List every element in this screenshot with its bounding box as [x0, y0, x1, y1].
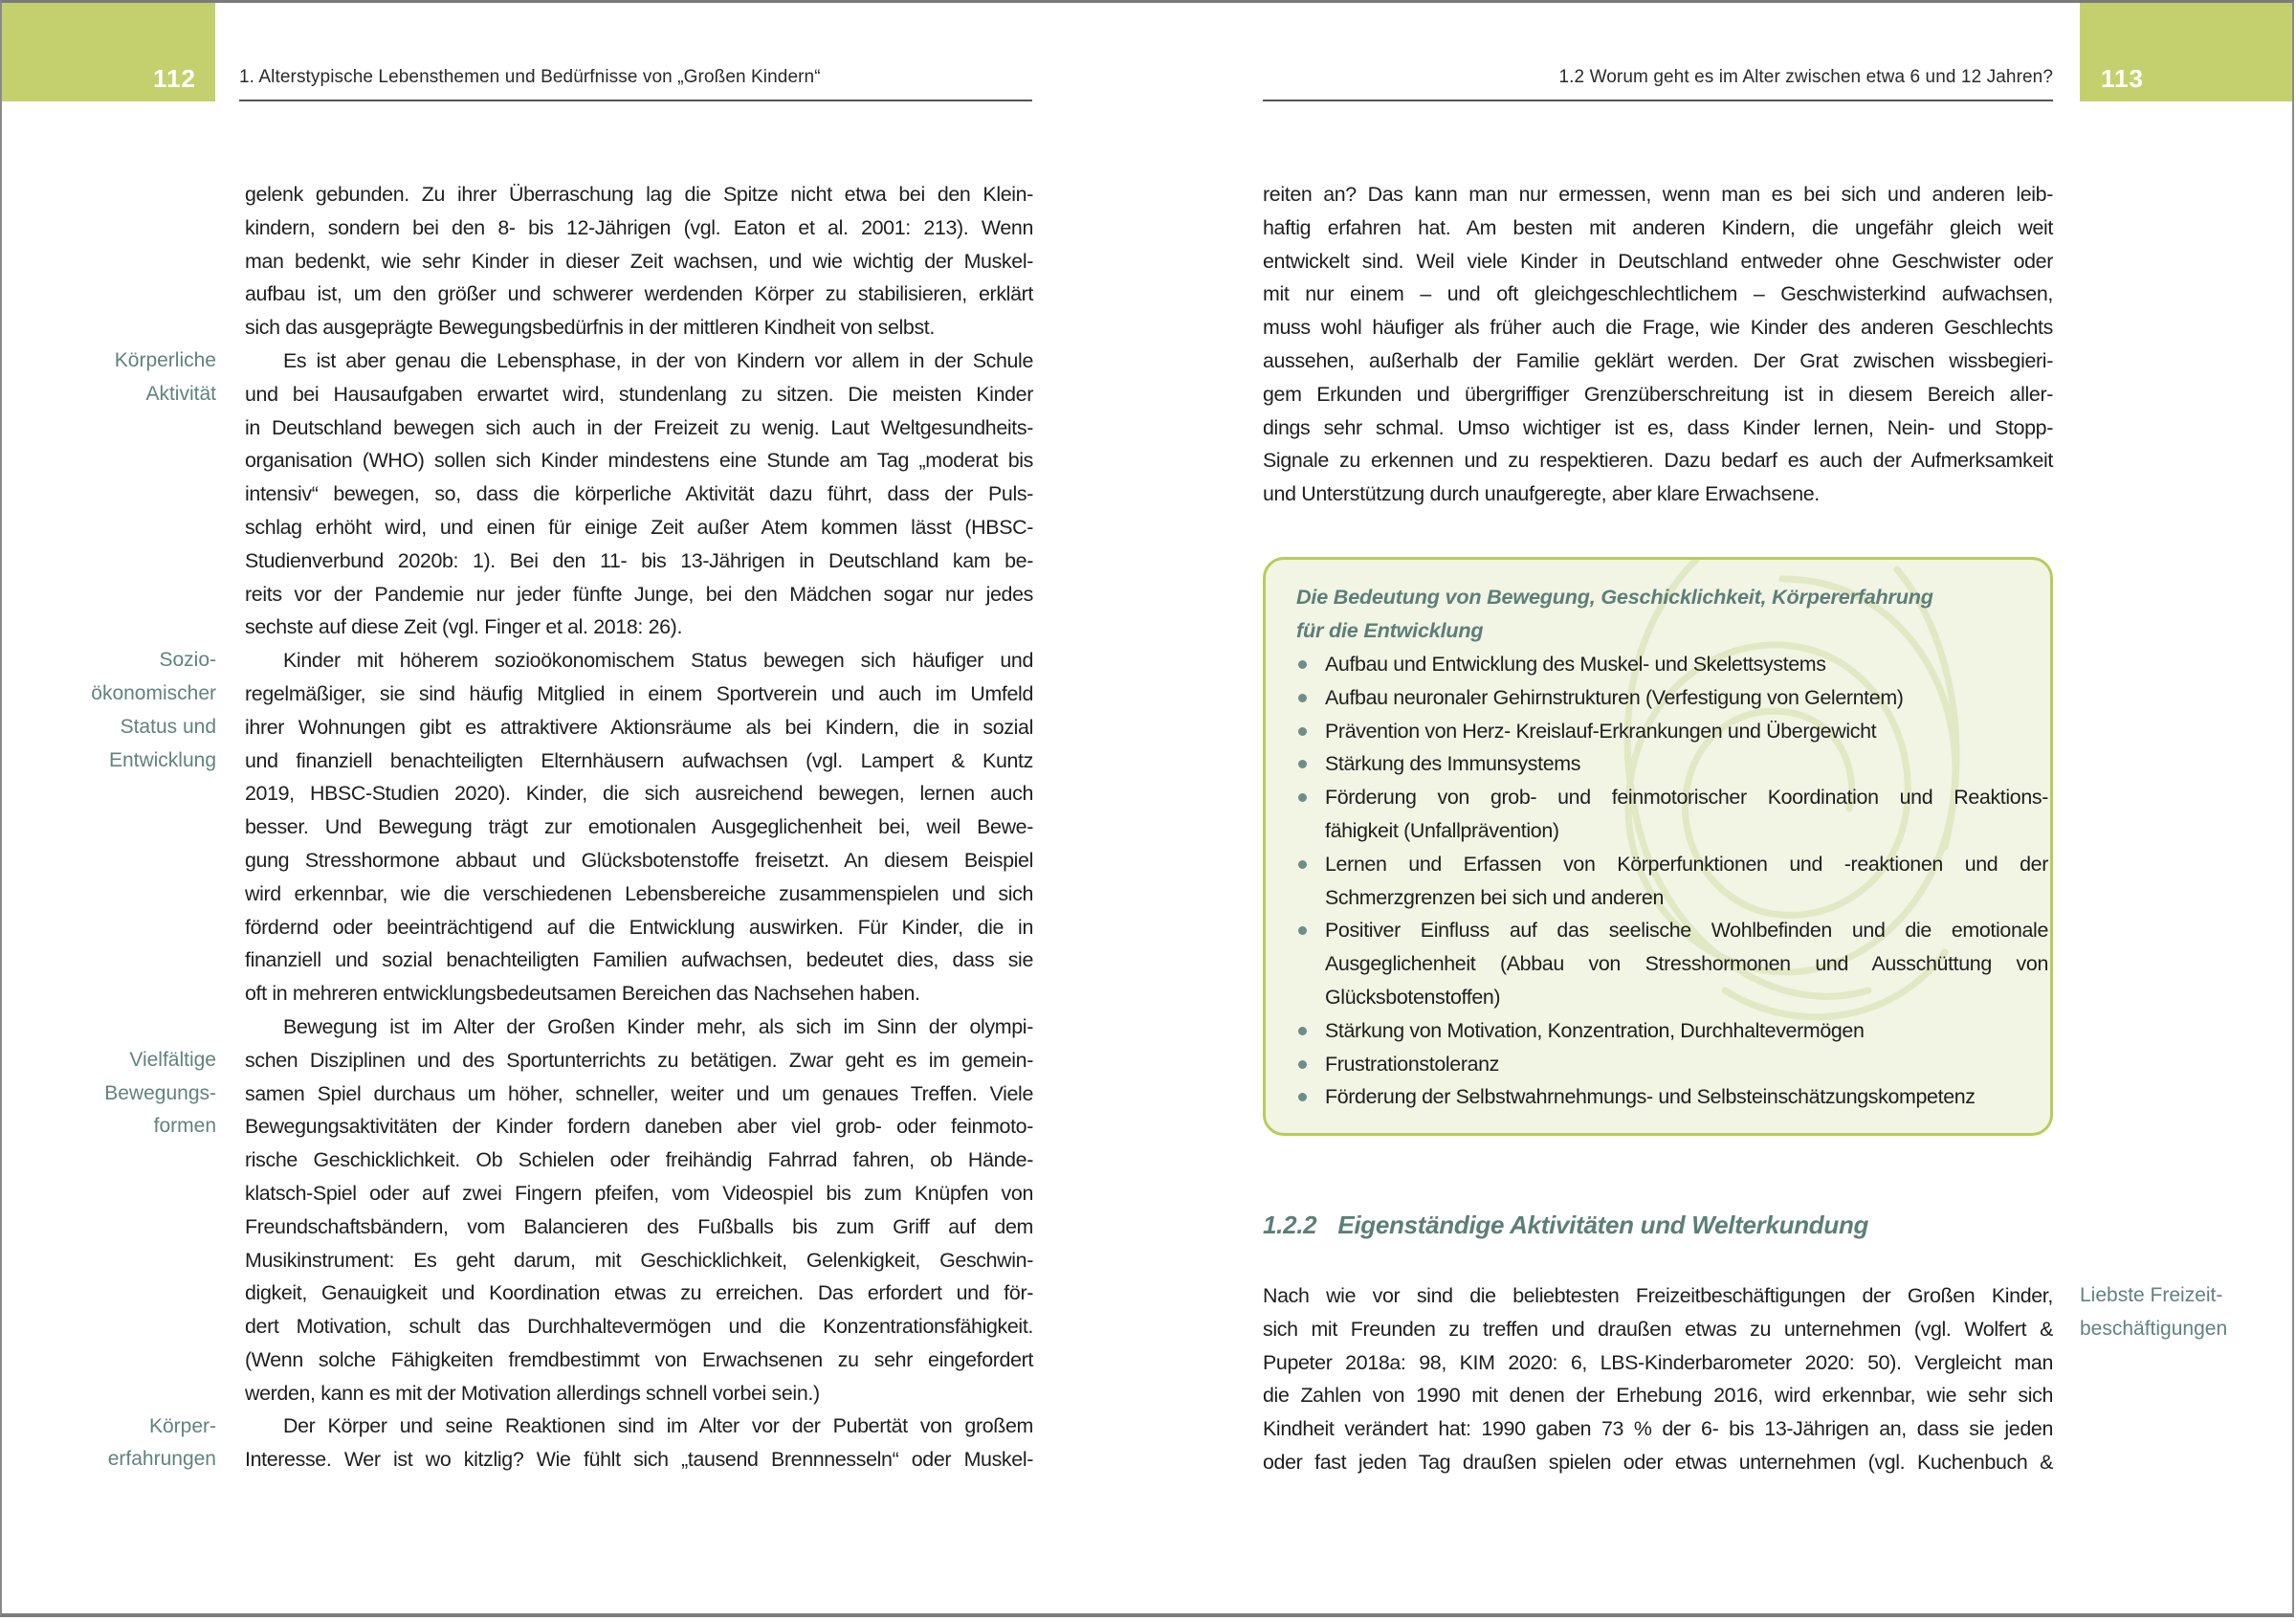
bullet-icon [1298, 760, 1307, 768]
info-box-title-line: Die Bedeutung von Bewegung, Geschicklichkeit, Körpererfahrung [1296, 585, 1933, 609]
section-number: 1.2.2 [1263, 1210, 1317, 1239]
text-line: und finanziell benachteiligten Elternhäusern aufwachsen (vgl. Lampert & Kuntz [245, 748, 1033, 772]
text-line: wird erkennbar, wie die verschiedenen Lebensbereiche zusammenspielen und sich [245, 881, 1033, 905]
text-line: ihrer Wohnungen gibt es attraktivere Aktionsräume als bei Kindern, die in sozial [245, 715, 1033, 739]
margin-note-line: Körperliche [114, 349, 216, 371]
right-page-body [1263, 178, 2053, 511]
margin-note-line: Status und [120, 715, 216, 738]
text-line: samen Spiel durchaus um höher, schneller, weiter und um genaues Treffen. Viele [245, 1081, 1033, 1105]
text-line: man bedenkt, wie sehr Kinder in dieser Zeit wachsen, und wie wichtig der Muskel- [245, 249, 1033, 273]
text-line: schen Disziplinen und des Sportunterrichts zu betätigen. Zwar geht es im gemein- [245, 1048, 1033, 1072]
text-line: sich mit Freunden zu treffen und draußen etwas zu unternehmen (vgl. Wolfert & [1263, 1317, 2053, 1341]
text-line: Bewegungsaktivitäten der Kinder fordern daneben aber viel grob- oder feinmoto- [245, 1115, 1033, 1139]
margin-note-line: beschäftigungen [2080, 1317, 2228, 1340]
text-line: entwickelt sind. Weil viele Kinder in Deutschland entweder ohne Geschwister oder [1263, 249, 2053, 273]
text-line: besser. Und Bewegung trägt zur emotionalen Ausgeglichenheit bei, weil Bewe- [245, 815, 1033, 839]
text-line: werden, kann es mit der Motivation allerdings schnell vorbei sein.) [245, 1381, 820, 1405]
list-item [1296, 781, 2048, 848]
text-line: schlag erhöht wird, und einen für einige Zeit außer Atem kommen lässt (HBSC- [245, 515, 1033, 539]
bullet-icon [1298, 694, 1307, 702]
list-item-line: Prävention von Herz- Kreislauf-Erkrankungen und Übergewicht [1325, 719, 1877, 743]
text-line: Kinder mit höherem sozioökonomischem Status bewegen sich häufiger und [283, 649, 1033, 673]
text-line: haftig erfahren hat. Am besten mit anderen Kindern, die ungefähr gleich weit [1263, 215, 2053, 239]
text-line: Musikinstrument: Es geht darum, mit Geschicklichkeit, Gelenkigkeit, Geschwin- [245, 1248, 1033, 1272]
list-item [1296, 1080, 2048, 1114]
text-line: intensiv“ bewegen, so, dass die körperliche Aktivität dazu führt, dass der Puls- [245, 482, 1033, 506]
bullet-icon [1298, 660, 1307, 669]
margin-note-line: Bewegungs- [104, 1081, 216, 1104]
margin-note-line: Entwicklung [108, 748, 216, 771]
list-item-line: Förderung von grob- und feinmotorischer Koordination und Reaktions- [1325, 786, 2048, 810]
text-line: Freundschaftsbändern, vom Balancieren des Fußballs bis zum Griff auf dem [245, 1214, 1033, 1238]
text-line: und Unterstützung durch unaufgeregte, aber klare Erwachsene. [1263, 482, 1820, 506]
list-item-line: Stärkung von Motivation, Konzentration, Durchhaltevermögen [1325, 1018, 1865, 1042]
list-item-line: Ausgeglichenheit (Abbau von Stresshormonen und Ausschüttung von [1325, 952, 2048, 976]
list-item-line: Stärkung des Immunsystems [1325, 752, 1581, 776]
text-line: dert Motivation, schult das Durchhaltevermögen und die Konzentrationsfähigkeit. [245, 1315, 1033, 1339]
list-item [1296, 681, 2048, 715]
list-item-line: Glücksbotenstoffen) [1325, 985, 1501, 1009]
margin-note-line: Körper- [148, 1414, 216, 1437]
margin-note-line: ökonomischer [91, 681, 216, 704]
list-item-line: Aufbau und Entwicklung des Muskel- und Skelettsystems [1325, 653, 1826, 676]
text-line: (Wenn solche Fähigkeiten fremdbestimmt von Erwachsenen zu sehr eingefordert [245, 1347, 1033, 1371]
list-item [1296, 747, 2048, 781]
list-item-line: Förderung der Selbstwahrnehmungs- und Selbsteinschätzungskompetenz [1325, 1085, 1976, 1109]
text-line: gem Erkunden und übergriffiger Grenzüberschreitung ist in diesem Bereich aller- [1263, 382, 2053, 406]
margin-note [38, 644, 216, 777]
running-header-right: 1.2 Worum geht es im Alter zwischen etwa 6 und 12 Jahren? [1558, 67, 2053, 87]
text-line: Interesse. Wer ist wo kitzlig? Wie fühlt sich „tausend Brennnesseln“ oder Muskel- [245, 1448, 1033, 1472]
info-box [1263, 557, 2053, 1136]
list-item-line: Schmerzgrenzen bei sich und anderen [1325, 885, 1664, 909]
page-number-left: 112 [153, 64, 196, 93]
text-line: oft in mehreren entwicklungsbedeutsamen Bereichen das Nachsehen haben. [245, 982, 920, 1006]
bullet-icon [1298, 727, 1307, 736]
section-title: Eigenständige Aktivitäten und Welterkundung [1337, 1210, 1869, 1239]
text-line: gung Stresshormone abbaut und Glücksbotenstoffe freisetzt. An diesem Beispiel [245, 848, 1033, 872]
bullet-icon [1298, 1060, 1307, 1069]
margin-note [38, 344, 216, 411]
list-item [1296, 848, 2048, 915]
text-line: Kindheit verändert hat: 1990 gaben 73 % der 6- bis 13-Jährigen an, dass sie jeden [1263, 1417, 2053, 1441]
text-line: reits vor der Pandemie nur jeder fünfte Junge, bei den Mädchen sogar nur jedes [245, 582, 1033, 606]
text-line: und bei Hausaufgaben erwartet wird, stundenlang zu sitzen. Die meisten Kinder [245, 382, 1033, 406]
left-page-body [245, 178, 1033, 1477]
text-line: finanziell und sozial benachteiligten Familien aufwachsen, bedeutet dies, dass sie [245, 948, 1033, 972]
info-box-title-line: für die Entwicklung [1296, 617, 1484, 642]
page-number-right: 113 [2101, 64, 2144, 93]
text-line: aufbau ist, um den größer und schwerer werdenden Körper zu stabilisieren, erklärt [245, 282, 1033, 306]
margin-note-line: Liebste Freizeit- [2080, 1284, 2223, 1306]
bullet-icon [1298, 1027, 1307, 1035]
text-line: klatsch-Spiel oder auf zwei Fingern pfeifen, vom Videospiel bis zum Knüpfen von [245, 1181, 1033, 1205]
bullet-icon [1298, 793, 1307, 802]
text-line: Es ist aber genau die Lebensphase, in der von Kindern vor allem in der Schule [283, 348, 1033, 372]
list-item [1296, 1048, 2048, 1081]
text-line: dings sehr schmal. Umso wichtiger ist es, dass Kinder lernen, Nein- und Stopp- [1263, 415, 2053, 439]
bullet-icon [1298, 1093, 1307, 1101]
info-box-title [1296, 581, 1933, 648]
text-line: gelenk gebunden. Zu ihrer Überraschung lag die Spitze nicht etwa bei den Klein- [245, 183, 1033, 206]
header-rule-left [239, 100, 1032, 101]
text-line: Der Körper und seine Reaktionen sind im Alter vor der Pubertät von großem [283, 1414, 1033, 1438]
list-item-line: Aufbau neuronaler Gehirnstrukturen (Verfestigung von Gelerntem) [1325, 685, 1904, 709]
margin-note-line: Sozio- [159, 649, 216, 672]
info-box-list [1296, 648, 2048, 1114]
margin-note-line: Aktivität [145, 382, 216, 405]
text-line: Studienverbund 2020b: 1). Bei den 11- bis 13-Jährigen in Deutschland kam be- [245, 548, 1033, 572]
text-line: reiten an? Das kann man nur ermessen, wenn man es bei sich und anderen leib- [1263, 183, 2053, 206]
text-line: kindern, sondern bei den 8- bis 12-Jährigen (vgl. Eaton et al. 2001: 213). Wenn [245, 215, 1033, 239]
text-line: in Deutschland bewegen sich auch in der Freizeit zu wenig. Laut Weltgesundheits- [245, 415, 1033, 439]
list-item [1296, 648, 2048, 681]
text-line: organisation (WHO) sollen sich Kinder mindestens eine Stunde am Tag „moderat bis [245, 449, 1033, 473]
list-item [1296, 1014, 2048, 1048]
page-number-tab-right [2080, 3, 2292, 101]
header-rule-right [1263, 100, 2053, 101]
text-line: Bewegung ist im Alter der Großen Kinder mehr, als sich im Sinn der olympi- [283, 1014, 1033, 1038]
section-body [1263, 1279, 2053, 1479]
text-line: muss wohl häufiger als früher auch die Frage, wie Kinder des anderen Geschlechts [1263, 316, 2053, 340]
page-number-tab-left [2, 3, 215, 101]
text-line: aussehen, außerhalb der Familie geklärt werden. Der Grat zwischen wissbegieri- [1263, 348, 2053, 372]
running-header-left: 1. Alterstypische Lebensthemen und Bedürfnisse von „Großen Kindern“ [239, 67, 821, 87]
text-line: 2019, HBSC-Studien 2020). Kinder, die sich ausreichend bewegen, lernen auch [245, 782, 1033, 806]
section-heading [1263, 1210, 1868, 1240]
margin-note-line: erfahrungen [107, 1448, 216, 1471]
margin-note-line: formen [153, 1115, 216, 1138]
text-line: die Zahlen von 1990 mit denen der Erhebung 2016, wird erkennbar, wie sehr sich [1263, 1384, 2053, 1408]
text-line: Pupeter 2018a: 98, KIM 2020: 6, LBS-Kinderbarometer 2020: 50). Vergleicht man [1263, 1350, 2053, 1374]
list-item-line: Frustrationstoleranz [1325, 1052, 1500, 1076]
text-line: Signale zu erkennen und zu respektieren. Dazu bedarf es auch der Aufmerksamkeit [1263, 449, 2053, 473]
text-line: regelmäßiger, sie sind häufig Mitglied in einem Sportverein und auch im Umfeld [245, 681, 1033, 705]
text-line: digkeit, Genauigkeit und Koordination etwas zu erreichen. Das erfordert und för- [245, 1281, 1033, 1305]
margin-note [38, 1410, 216, 1477]
list-item-line: Lernen und Erfassen von Körperfunktionen und -reaktionen und der [1325, 852, 2048, 876]
bullet-icon [1298, 926, 1307, 935]
margin-note [38, 1044, 216, 1144]
text-line: sechste auf diese Zeit (vgl. Finger et al. 2018: 26). [245, 615, 683, 639]
text-line: sich das ausgeprägte Bewegungsbedürfnis in der mittleren Kindheit von selbst. [245, 316, 935, 340]
text-line: fördernd oder beeinträchtigend auf die Entwicklung auswirken. Für Kinder, die in [245, 915, 1033, 939]
text-line: rische Geschicklichkeit. Ob Schielen oder freihändig Fahrrad fahren, ob Hände- [245, 1148, 1033, 1172]
margin-note-line: Vielfältige [129, 1048, 216, 1071]
list-item [1296, 914, 2048, 1013]
margin-note [2080, 1279, 2271, 1346]
list-item-line: fähigkeit (Unfallprävention) [1325, 818, 1559, 842]
list-item-line: Positiver Einfluss auf das seelische Wohlbefinden und die emotionale [1325, 919, 2048, 943]
text-line: Nach wie vor sind die beliebtesten Freizeitbeschäftigungen der Großen Kinder, [1263, 1284, 2053, 1307]
text-line: mit nur einem – und oft gleichgeschlechtlichem – Geschwisterkind aufwachsen, [1263, 282, 2053, 306]
list-item [1296, 715, 2048, 748]
text-line: oder fast jeden Tag draußen spielen oder etwas unternehmen (vgl. Kuchenbuch & [1263, 1450, 2053, 1474]
bullet-icon [1298, 860, 1307, 869]
